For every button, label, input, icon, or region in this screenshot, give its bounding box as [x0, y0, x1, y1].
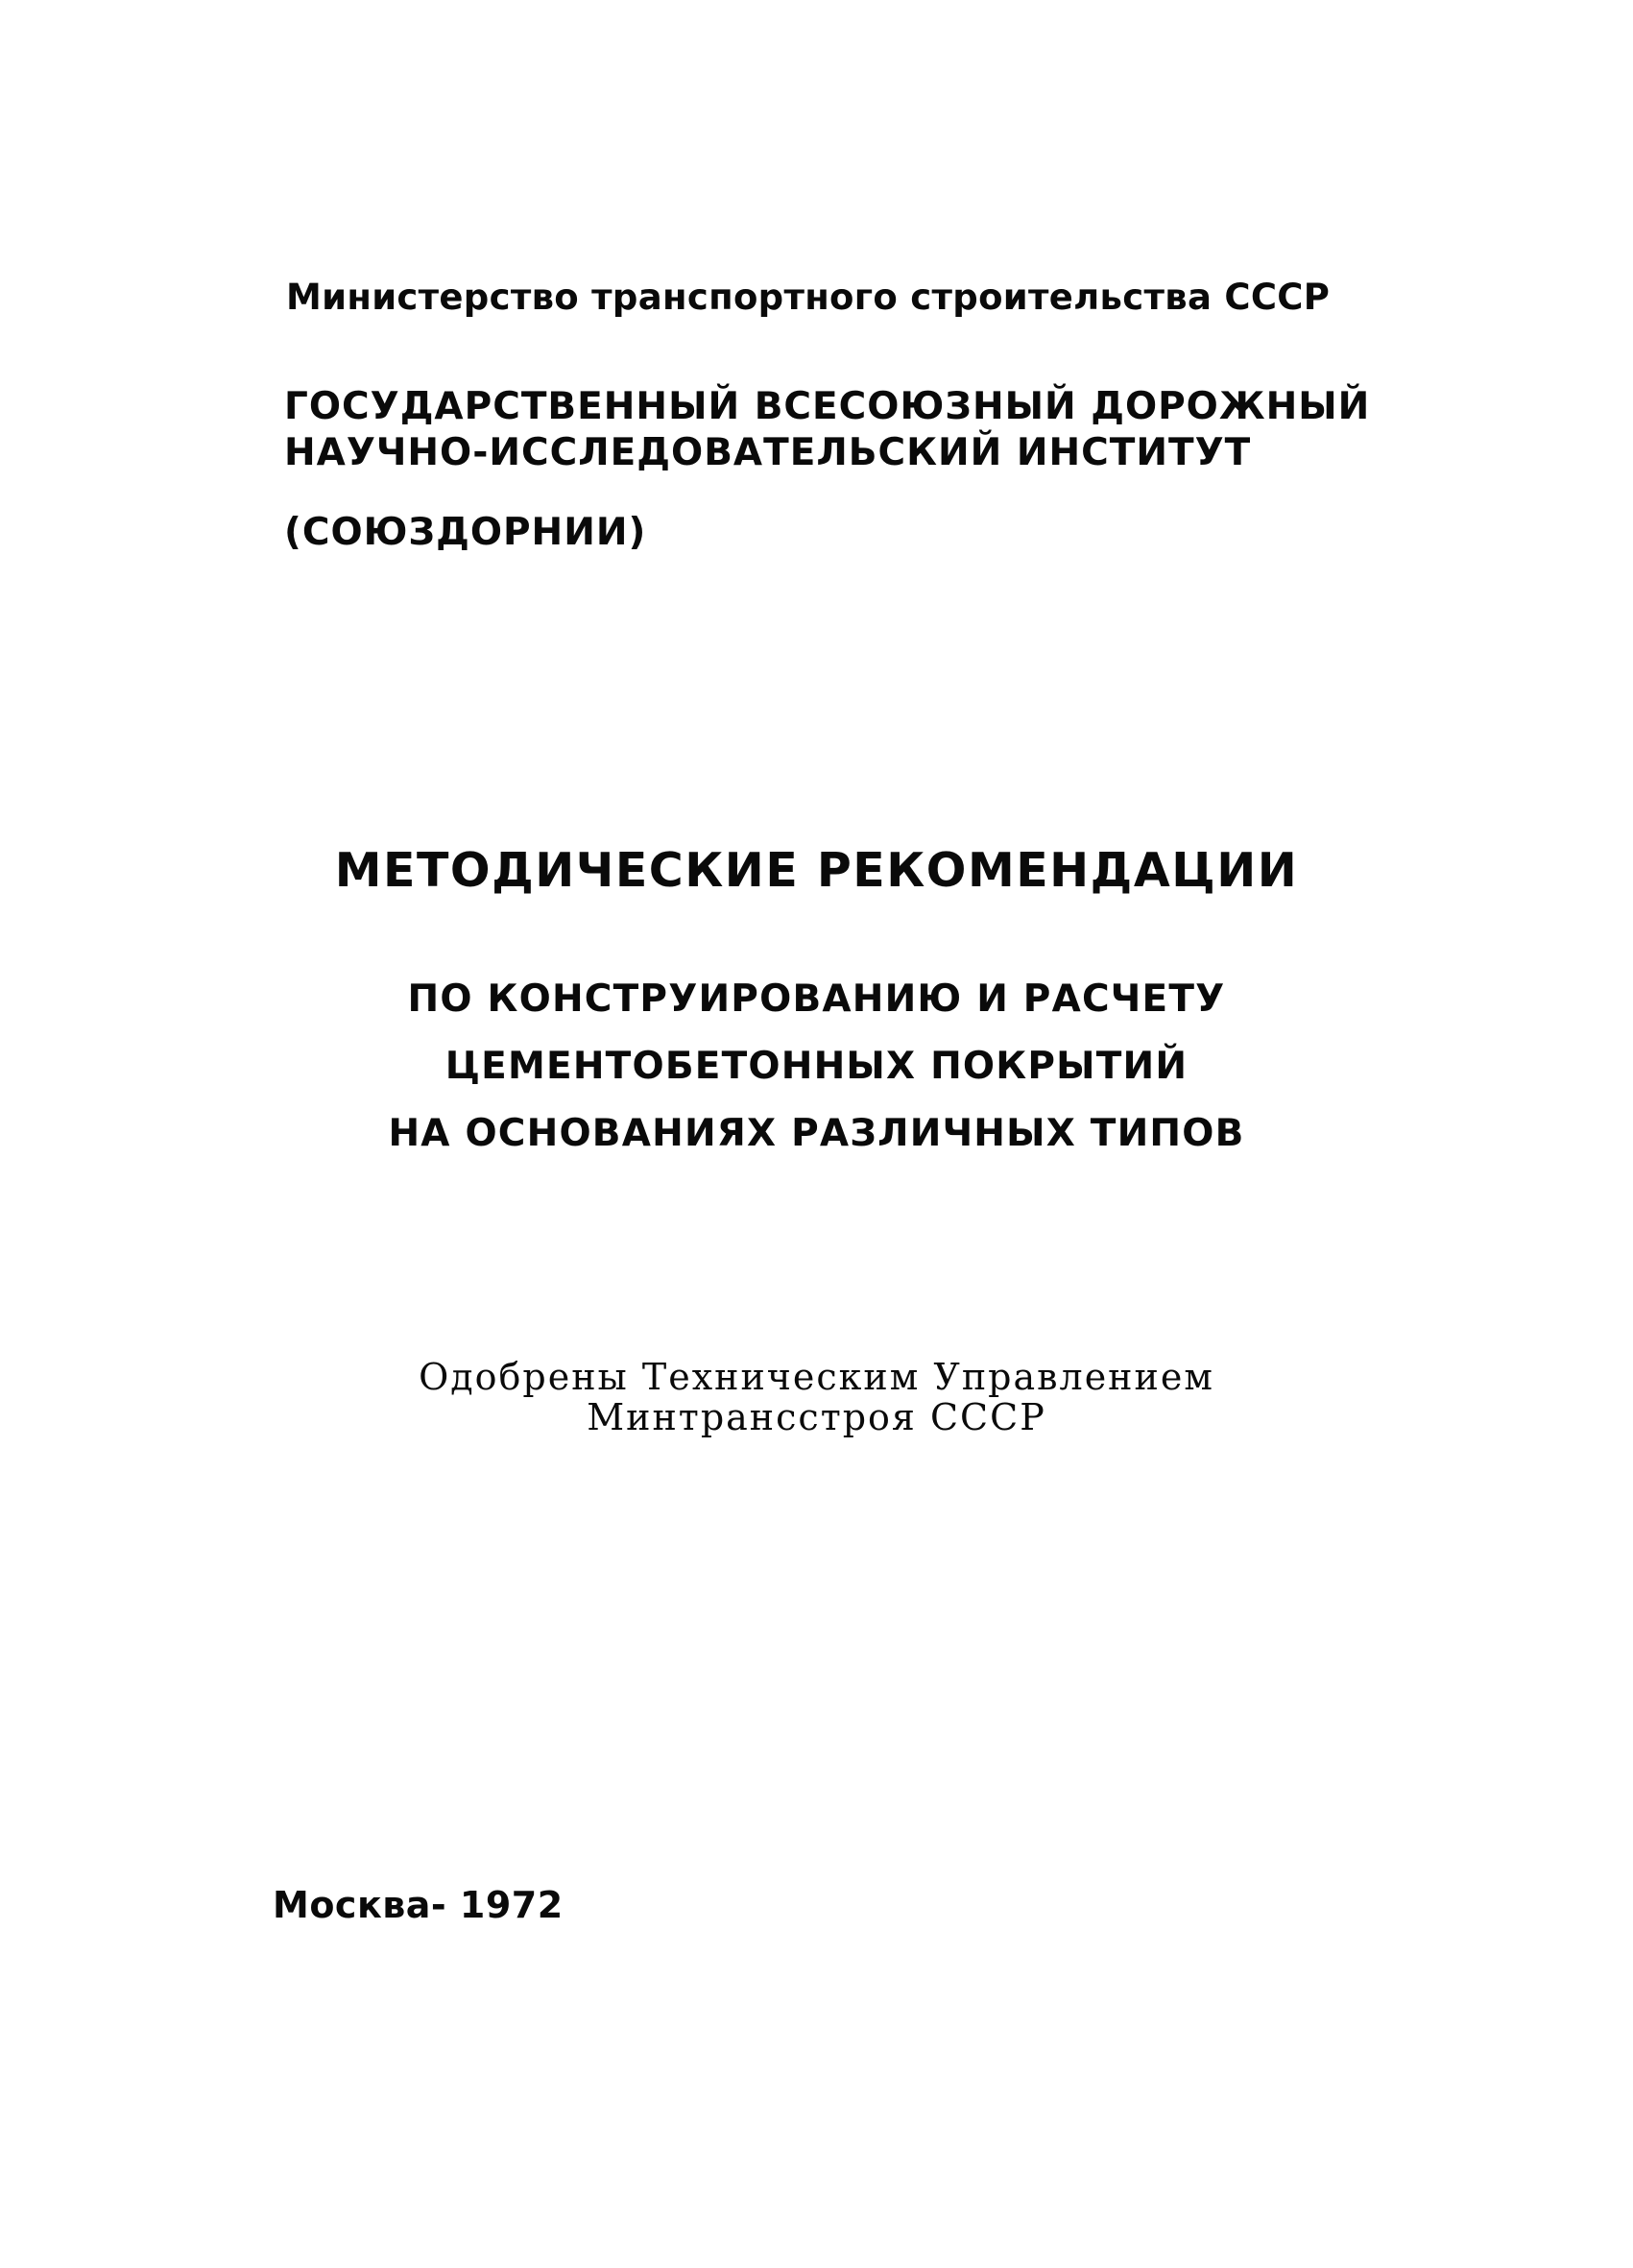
approval-line-1: Одобрены Техническим Управлением [419, 1356, 1214, 1398]
institute-name [284, 384, 1370, 476]
ministry-name: Министерство транспортного строительства СССР [286, 277, 1331, 318]
approval-note [0, 1357, 1633, 1437]
institute-name-line-1: ГОСУДАРСТВЕННЫЙ ВСЕСОЮЗНЫЙ ДОРОЖНЫЙ [284, 385, 1371, 428]
subtitle-line-2: ЦЕМЕНТОБЕТОННЫХ ПОКРЫТИЙ [444, 1045, 1189, 1088]
subtitle-line-3: НА ОСНОВАНИЯХ РАЗЛИЧНЫХ ТИПОВ [388, 1112, 1245, 1155]
document-title: МЕТОДИЧЕСКИЕ РЕКОМЕНДАЦИИ [334, 843, 1299, 898]
subtitle-line-1: ПО КОНСТРУИРОВАНИЮ И РАСЧЕТУ [407, 977, 1226, 1021]
institute-name-line-2: НАУЧНО-ИССЛЕДОВАТЕЛЬСКИЙ ИНСТИТУТ [284, 431, 1252, 474]
institute-abbreviation: (СОЮЗДОРНИИ) [284, 511, 647, 554]
document-subtitle [0, 966, 1633, 1168]
place-and-year: Москва- 1972 [273, 1884, 564, 1926]
approval-line-2: Минтрансстроя СССР [587, 1396, 1046, 1438]
